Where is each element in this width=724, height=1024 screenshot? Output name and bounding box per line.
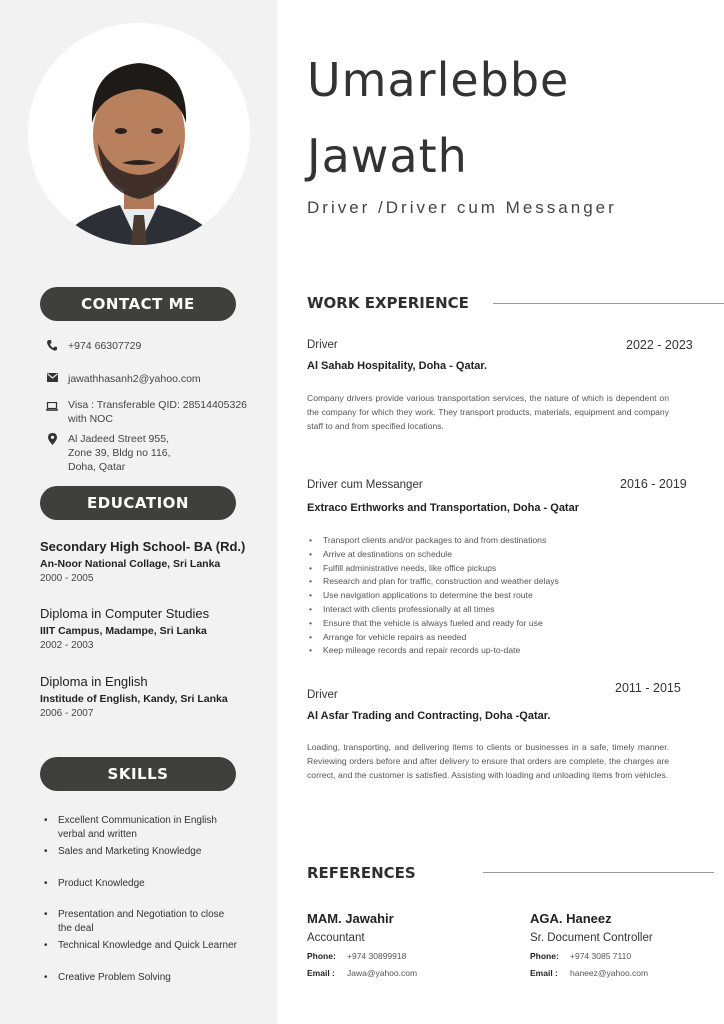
skill-item: • Technical Knowledge and Quick Learner (44, 940, 237, 951)
contact-email (44, 372, 201, 386)
bullet-icon: • (309, 631, 313, 642)
education-degree: Secondary High School- BA (Rd.) (40, 539, 246, 554)
list-item: • Research and plan for traffic, construction and weather delays (307, 575, 669, 589)
education-degree: Diploma in English (40, 674, 148, 689)
education-institution: IIIT Campus, Madampe, Sri Lanka (40, 625, 207, 637)
bullet-icon: • (44, 940, 48, 951)
laptop-icon (44, 398, 60, 411)
address-line-1: Al Jadeed Street 955, (68, 433, 169, 445)
reference-name: AGA. Haneez (530, 911, 612, 926)
visa-line-2: with NOC (68, 413, 113, 425)
contact-heading: CONTACT ME (40, 287, 236, 321)
sidebar (0, 0, 277, 1024)
section-divider (493, 303, 724, 304)
name-last: Jawath (307, 129, 468, 183)
skill-item: • Excellent Communication in English verbal and written (44, 815, 217, 840)
education-years: 2000 - 2005 (40, 573, 94, 584)
job-duties-list (307, 534, 669, 658)
skill-item: • Product Knowledge (44, 878, 145, 889)
job-title: Driver cum Messanger (307, 479, 423, 491)
job-company: Al Sahab Hospitality, Doha - Qatar. (307, 360, 488, 372)
skill-item: • Sales and Marketing Knowledge (44, 846, 202, 857)
address-line-3: Doha, Qatar (68, 461, 126, 473)
bullet-icon: • (309, 576, 313, 587)
list-item: • Interact with clients professionally at all times (307, 603, 669, 617)
reference-phone: Phone: +974 3085 7110 (530, 951, 632, 961)
work-experience-heading: WORK EXPERIENCE (307, 294, 469, 312)
contact-phone (44, 339, 141, 353)
education-degree: Diploma in Computer Studies (40, 606, 210, 621)
job-company: Al Asfar Trading and Contracting, Doha -Qatar. (307, 710, 551, 722)
main-content (277, 0, 724, 1024)
visa-line-1: Visa : Transferable QID: 28514405326 (68, 399, 248, 411)
list-item: • Keep mileage records and repair records up-to-date (307, 644, 669, 658)
education-item (40, 605, 270, 652)
list-item: • Transport clients and/or packages to and from destinations (307, 534, 669, 548)
bullet-icon: • (44, 909, 48, 920)
reference-email: Email : Jawa@yahoo.com (307, 968, 418, 978)
education-item (40, 538, 270, 585)
reference-email: Email : haneez@yahoo.com (530, 968, 649, 978)
education-heading: EDUCATION (40, 486, 236, 520)
bullet-icon: • (44, 815, 48, 826)
contact-visa (44, 398, 247, 426)
education-years: 2002 - 2003 (40, 640, 94, 651)
bullet-icon: • (309, 645, 313, 656)
skill-item: • Creative Problem Solving (44, 972, 171, 983)
job-title: Driver (307, 339, 338, 351)
reference-name: MAM. Jawahir (307, 911, 394, 926)
job-company: Extraco Erthworks and Transportation, Doha - Qatar (307, 502, 579, 514)
bullet-icon: • (44, 878, 48, 889)
name-first: Umarlebbe (307, 53, 570, 107)
email-text: jawathhasanh2@yahoo.com (68, 373, 201, 385)
person-portrait-icon (28, 23, 250, 245)
bullet-icon: • (309, 562, 313, 573)
education-years: 2006 - 2007 (40, 708, 94, 719)
list-item: • Fulfill administrative needs, like office pickups (307, 562, 669, 576)
job-subtitle: Driver /Driver cum Messanger (307, 198, 617, 217)
job-years: 2016 - 2019 (620, 477, 687, 491)
address-line-2: Zone 39, Bldg no 116, (68, 447, 171, 459)
reference-phone: Phone: +974 30899918 (307, 951, 407, 961)
bullet-icon: • (309, 617, 313, 628)
section-divider (483, 872, 714, 873)
list-item: • Arrange for vehicle repairs as needed (307, 631, 669, 645)
reference-role: Sr. Document Controller (530, 932, 653, 944)
bullet-icon: • (44, 846, 48, 857)
bullet-icon: • (309, 548, 313, 559)
job-title: Driver (307, 689, 338, 701)
job-description: Loading, transporting, and delivering items to clients or businesses in a safe, timely manner. Reviewing orders before and after delivery to ensure that orders are complete, the charges are correct, and the customer is satisfied. Assisting with loading and unloading items from vehicles. (307, 742, 669, 780)
list-item: • Use navigation applications to determine the best route (307, 589, 669, 603)
envelope-icon (44, 372, 60, 382)
bullet-icon: • (44, 972, 48, 983)
contact-address (44, 432, 171, 474)
education-institution: Institude of English, Kandy, Sri Lanka (40, 693, 228, 705)
profile-photo (28, 23, 250, 245)
phone-icon (44, 339, 60, 351)
job-years: 2011 - 2015 (615, 681, 681, 695)
list-item: • Arrive at destinations on schedule (307, 548, 669, 562)
list-item: • Ensure that the vehicle is always fueled and ready for use (307, 617, 669, 631)
reference-card (530, 911, 720, 978)
job-description: Company drivers provide various transportation services, the nature of which is dependent on the company for which they work. They transport products, materials, equipment and company staff to and from specified locations. (307, 393, 669, 431)
reference-card (307, 911, 497, 978)
skill-item: • Presentation and Negotiation to close the deal (44, 909, 225, 934)
education-institution: An-Noor National Collage, Sri Lanka (40, 558, 221, 570)
reference-role: Accountant (307, 932, 365, 944)
job-years: 2022 - 2023 (626, 338, 693, 352)
education-item (40, 673, 270, 720)
references-heading: REFERENCES (307, 864, 416, 882)
location-pin-icon (44, 432, 60, 445)
skills-heading: SKILLS (40, 757, 236, 791)
phone-text: +974 66307729 (68, 340, 142, 352)
bullet-icon: • (309, 590, 313, 601)
bullet-icon: • (309, 535, 313, 545)
bullet-icon: • (309, 603, 313, 614)
